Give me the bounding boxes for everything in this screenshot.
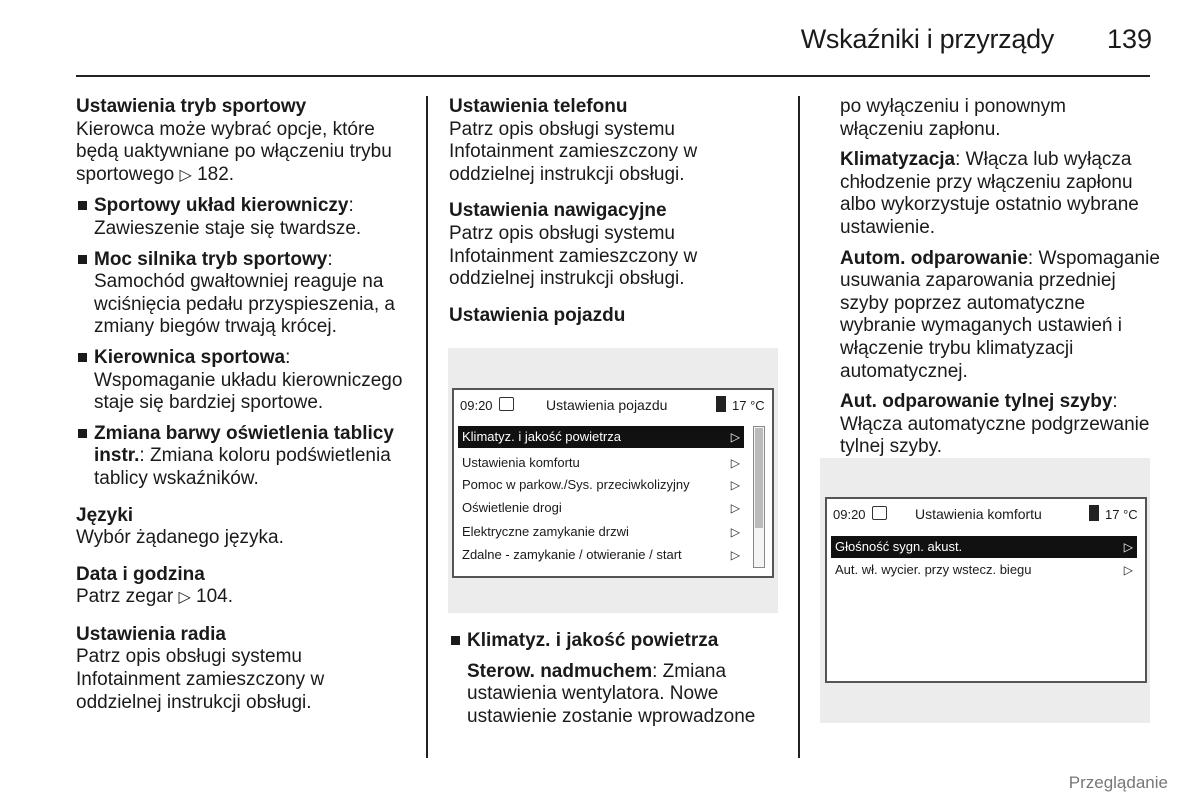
scrollbar-thumb[interactable]: [755, 428, 763, 528]
continued-text: po wyłączeniu i ponownym włączeniu zapłonu.: [840, 96, 1067, 140]
display-status-bar: [454, 390, 772, 416]
clock-time: 09:20: [833, 507, 866, 522]
column-divider-2: [798, 96, 800, 758]
header-divider: [76, 75, 1150, 77]
scrollbar[interactable]: [753, 426, 765, 568]
chevron-right-icon: ▷: [730, 501, 740, 515]
bullet-climate: Klimatyz. i jakość powietrza: [449, 630, 779, 653]
radio-heading: Ustawienia radia: [76, 623, 226, 645]
clock-icon: [872, 506, 887, 520]
page-number: 139: [1106, 24, 1152, 54]
sport-heading: Ustawienia tryb sportowy: [76, 96, 307, 117]
phone-text: Patrz opis obsługi systemu Infotainment zamieszczony w oddzielnej instrukcji obsługi.: [449, 118, 698, 185]
chevron-right-icon: ▷: [730, 456, 740, 470]
rear-defog-text: Aut. odparowanie tylnej szyby: Włącza automatyczne podgrzewanie tylnej szyby.: [840, 391, 1150, 458]
column-divider-1: [426, 96, 428, 758]
chevron-right-icon: ▷: [1123, 540, 1133, 554]
chevron-right-icon: ▷: [730, 430, 740, 444]
display-comfort-settings: [825, 497, 1147, 683]
column-3: [840, 96, 1160, 459]
chevron-right-icon: ▷: [730, 548, 740, 562]
outside-temp: 17 °C: [732, 398, 765, 413]
nav-heading: Ustawienia nawigacyjne: [449, 200, 667, 222]
nav-text: Patrz opis obsługi systemu Infotainment zamieszczony w oddzielnej instrukcji obsługi.: [449, 222, 698, 290]
menu-item-lighting[interactable]: Oświetlenie drogi ▷: [458, 497, 744, 519]
clock-time: 09:20: [460, 398, 493, 413]
menu-item-parking[interactable]: Pomoc w parkow./Sys. przeciwkolizyjny ▷: [458, 474, 744, 496]
sport-text: Kierowca może wybrać opcje, które będą uaktywniane po włączeniu trybu sportowego ▷ 182.: [76, 118, 392, 185]
clock-icon: [499, 397, 514, 411]
footer-label: Przeglądanie: [1068, 773, 1168, 792]
display-status-bar: [827, 499, 1145, 525]
page-ref-icon: ▷: [179, 166, 192, 184]
menu-item-comfort[interactable]: Ustawienia komfortu ▷: [458, 452, 744, 474]
menu-item-remote[interactable]: Zdalne - zamykanie / otwieranie / start ▷: [458, 544, 744, 566]
chevron-right-icon: ▷: [1123, 563, 1133, 577]
language-heading: Języki: [76, 504, 134, 526]
menu-item-climate[interactable]: Klimatyz. i jakość powietrza ▷: [458, 426, 744, 448]
fan-text: Sterow. nadmuchem: Zmiana ustawienia wentylatora. Nowe ustawienie zostanie wprowadzone: [467, 660, 756, 727]
phone-heading: Ustawienia telefonu: [449, 96, 628, 117]
date-text: Patrz zegar ▷ 104.: [76, 586, 234, 608]
language-text: Wybór żądanego języka.: [76, 527, 284, 549]
bullet-sport-wheel: Kierownica sportowa: Wspomaganie układu kierowniczego staje się bardziej sportowe.: [76, 347, 411, 415]
menu-item-rear-wiper[interactable]: Aut. wł. wycier. przy wstecz. biegu ▷: [831, 559, 1137, 581]
radio-text: Patrz opis obsługi systemu Infotainment zamieszczony w oddzielnej instrukcji obsługi.: [76, 646, 325, 713]
column-2: [449, 96, 769, 327]
thermometer-icon: [716, 396, 726, 412]
page-ref-icon: ▷: [178, 589, 191, 607]
menu-item-horn-volume[interactable]: Głośność sygn. akust. ▷: [831, 536, 1137, 558]
column-2-lower: [449, 630, 779, 728]
chevron-right-icon: ▷: [730, 525, 740, 539]
date-heading: Data i godzina: [76, 563, 205, 585]
chevron-right-icon: ▷: [730, 478, 740, 492]
outside-temp: 17 °C: [1105, 507, 1138, 522]
bullet-sport-steering: Sportowy układ kierowniczy: Zawieszenie staje się twardsze.: [76, 195, 411, 240]
ac-text: Klimatyzacja: Włącza lub wyłącza chłodzenie przy włączeniu zapłonu albo wykorzystuje ostatnio wybrane ustawienie.: [840, 149, 1139, 238]
thermometer-icon: [1089, 505, 1099, 521]
display-title: Ustawienia pojazdu: [546, 397, 668, 413]
vehicle-heading: Ustawienia pojazdu: [449, 304, 626, 326]
page-section-title: Wskaźniki i przyrządy: [800, 24, 1054, 54]
display-title: Ustawienia komfortu: [915, 506, 1042, 522]
column-1: [76, 96, 411, 714]
display-vehicle-settings: [452, 388, 774, 578]
defog-text: Autom. odparowanie: Wspomaganie usuwania zaparowania przedniej szyby poprzez automatyczne wybranie wymaganych ustawień i włączenie trybu klimatyzacji automatycznej.: [840, 247, 1160, 382]
bullet-engine-power: Moc silnika tryb sportowy: Samochód gwałtowniej reaguje na wciśnięcia pedału przyspieszenia, a zmiany biegów trwają krócej.: [76, 249, 411, 339]
bullet-panel-color: Zmiana barwy oświetlenia tablicy instr.: Zmiana koloru podświetlenia tablicy wskaźników.: [76, 423, 411, 491]
menu-item-locking[interactable]: Elektryczne zamykanie drzwi ▷: [458, 521, 744, 543]
